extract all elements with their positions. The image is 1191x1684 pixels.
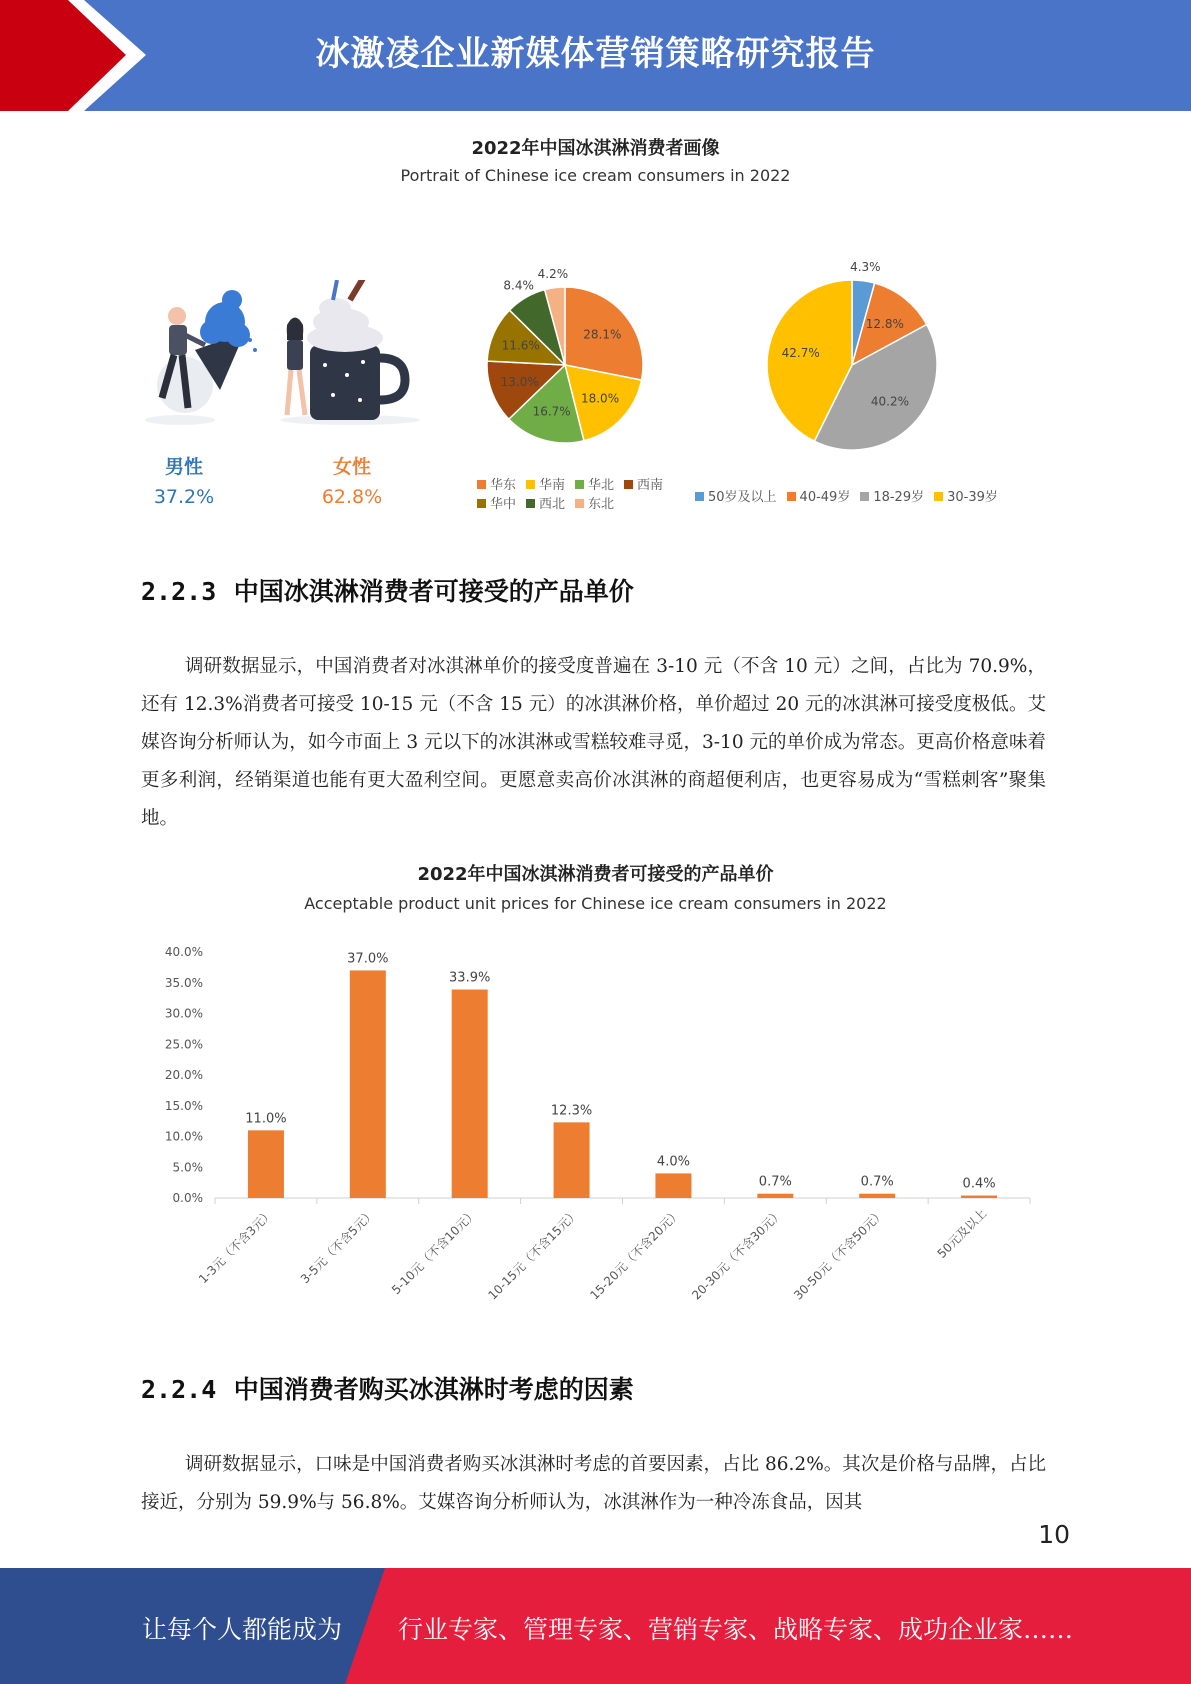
x-category-label: 3-5元（不含5元） bbox=[297, 1206, 378, 1287]
age-legend-item bbox=[787, 486, 851, 505]
y-tick-label: 0.0% bbox=[172, 1191, 203, 1205]
section-title: 中国消费者购买冰淇淋时考虑的因素 bbox=[233, 1375, 634, 1404]
region-legend-swatch bbox=[624, 480, 633, 489]
x-category-label: 10-15元（不含15元） bbox=[485, 1206, 582, 1303]
region-pie-legend bbox=[477, 474, 677, 512]
y-tick-label: 20.0% bbox=[164, 1068, 203, 1082]
female-label: 女性 bbox=[332, 456, 371, 478]
region-legend-item bbox=[477, 493, 516, 512]
age-pie-legend bbox=[695, 486, 1095, 505]
age-legend-item bbox=[860, 486, 924, 505]
bar bbox=[655, 1173, 691, 1198]
section-title: 中国冰淇淋消费者可接受的产品单价 bbox=[233, 577, 634, 606]
bar-value-label: 12.3% bbox=[550, 1103, 593, 1119]
x-category-label: 50元及以上 bbox=[934, 1206, 990, 1261]
figure1-subtitle: Portrait of Chinese ice cream consumers in 2022 bbox=[400, 166, 791, 185]
region-pie-value-label: 18.0% bbox=[580, 391, 620, 406]
page-number: 10 bbox=[1038, 1520, 1070, 1549]
region-legend-label: 西南 bbox=[637, 478, 664, 493]
age-legend-swatch bbox=[860, 492, 869, 501]
region-legend-swatch bbox=[477, 499, 486, 508]
y-tick-label: 40.0% bbox=[164, 945, 203, 959]
y-tick-label: 15.0% bbox=[164, 1098, 203, 1113]
x-category-label: 5-10元（不含10元） bbox=[388, 1206, 480, 1298]
age-pie-value-label: 4.3% bbox=[850, 262, 881, 274]
y-tick-label: 30.0% bbox=[164, 1006, 203, 1021]
y-tick-label: 5.0% bbox=[172, 1160, 203, 1175]
region-legend-label: 华南 bbox=[539, 478, 566, 493]
bar-value-label: 11.0% bbox=[245, 1111, 287, 1127]
region-legend-item bbox=[624, 474, 663, 493]
age-legend-label: 18-29岁 bbox=[873, 490, 925, 505]
region-pie-value-label: 4.2% bbox=[537, 266, 569, 281]
age-legend-label: 50岁及以上 bbox=[708, 490, 777, 505]
bar-value-label: 0.7% bbox=[860, 1174, 894, 1190]
bar-value-label: 37.0% bbox=[347, 951, 389, 967]
region-pie-value-label: 8.4% bbox=[503, 278, 534, 293]
unit-price-bar-chart bbox=[160, 930, 1060, 1320]
age-legend-swatch bbox=[787, 492, 796, 501]
report-title: 冰激凌企业新媒体营销策略研究报告 bbox=[315, 34, 876, 74]
region-legend-item bbox=[526, 474, 565, 493]
region-legend-swatch bbox=[575, 499, 584, 508]
y-tick-label: 10.0% bbox=[164, 1129, 203, 1144]
region-legend-label: 华东 bbox=[490, 478, 517, 493]
region-legend-swatch bbox=[526, 480, 535, 489]
bar-value-label: 0.4% bbox=[962, 1176, 996, 1192]
section-number: 2.2.4 bbox=[141, 1375, 217, 1404]
section-heading-2-2-4 bbox=[141, 1370, 634, 1406]
male-icecream-illustration bbox=[140, 280, 265, 430]
y-tick-label: 25.0% bbox=[164, 1037, 203, 1052]
region-legend-label: 西北 bbox=[539, 497, 566, 512]
section-2-2-3-paragraph: 调研数据显示，中国消费者对冰淇淋单价的接受度普遍在 3-10 元（不含 10 元）之间，占比为 70.9%，还有 12.3%消费者可接受 10-15 元（不含 15 元）的冰淇淋价格，单价超过 20 元的冰淇淋可接受度极低。艾媒咨询分析师认为，如今市面上 3 元以下的冰淇淋或雪糕较难寻觅，3-10 元的单价成为常态。更高价格意味着更多利润，经销渠道也能有更大盈利空间。更愿意卖高价冰淇淋的商超便利店，也更容易成为“雪糕刺客”聚集地。 bbox=[141, 656, 1046, 829]
age-legend-swatch bbox=[934, 492, 943, 501]
bar-value-label: 4.0% bbox=[656, 1154, 690, 1170]
y-tick-label: 35.0% bbox=[164, 975, 203, 990]
age-pie-value-label: 42.7% bbox=[781, 346, 820, 361]
region-pie-value-label: 11.6% bbox=[501, 338, 540, 353]
female-icecream-illustration bbox=[275, 280, 430, 430]
region-pie-value-label: 16.7% bbox=[532, 404, 571, 419]
section-number: 2.2.3 bbox=[141, 577, 217, 606]
region-pie-value-label: 13.0% bbox=[500, 374, 539, 389]
region-pie-value-label: 28.1% bbox=[583, 327, 622, 342]
region-legend-item bbox=[575, 474, 614, 493]
footer-slogan-right: 行业专家、管理专家、营销专家、战略专家、成功企业家…… bbox=[398, 1615, 1074, 1644]
region-pie-chart bbox=[470, 262, 660, 462]
footer-slogan-left: 让每个人都能成为 bbox=[142, 1615, 343, 1644]
page-header bbox=[0, 0, 1191, 111]
age-pie-value-label: 40.2% bbox=[870, 394, 910, 409]
bar bbox=[452, 990, 488, 1198]
region-legend-swatch bbox=[575, 480, 584, 489]
bar-chart-subtitle: Acceptable product unit prices for Chinese ice cream consumers in 2022 bbox=[304, 894, 887, 913]
x-category-label: 1-3元（不含3元） bbox=[195, 1206, 277, 1287]
section-heading-2-2-3 bbox=[141, 572, 634, 608]
region-legend-item bbox=[575, 493, 614, 512]
region-legend-label: 华北 bbox=[588, 478, 615, 493]
bar-chart-title: 2022年中国冰淇淋消费者可接受的产品单价 bbox=[417, 864, 774, 885]
bar bbox=[859, 1194, 895, 1198]
bar-value-label: 0.7% bbox=[758, 1174, 792, 1190]
bar bbox=[757, 1194, 793, 1198]
age-legend-label: 40-49岁 bbox=[799, 490, 851, 505]
region-legend-swatch bbox=[477, 480, 486, 489]
age-legend-label: 30-39岁 bbox=[947, 490, 998, 505]
age-pie-value-label: 12.8% bbox=[865, 316, 904, 331]
male-label: 男性 bbox=[164, 456, 203, 478]
age-pie-chart bbox=[755, 262, 965, 462]
region-legend-item bbox=[477, 474, 516, 493]
bar bbox=[350, 970, 386, 1198]
age-legend-swatch bbox=[695, 492, 704, 501]
bar bbox=[554, 1122, 590, 1198]
x-category-label: 15-20元（不含20元） bbox=[587, 1206, 684, 1303]
x-category-label: 30-50元（不含50元） bbox=[791, 1206, 888, 1303]
region-legend-label: 东北 bbox=[588, 497, 615, 512]
male-percentage: 37.2% bbox=[153, 486, 215, 508]
female-percentage: 62.8% bbox=[321, 486, 383, 508]
age-legend-item bbox=[934, 486, 998, 505]
bar-value-label: 33.9% bbox=[449, 970, 491, 986]
region-legend-swatch bbox=[526, 499, 535, 508]
figure1-title: 2022年中国冰淇淋消费者画像 bbox=[471, 138, 720, 159]
region-legend-item bbox=[526, 493, 565, 512]
age-legend-item bbox=[695, 486, 777, 505]
bar bbox=[961, 1196, 997, 1198]
bar bbox=[248, 1130, 284, 1198]
x-category-label: 20-30元（不含30元） bbox=[689, 1206, 786, 1303]
region-legend-label: 华中 bbox=[490, 497, 517, 512]
section-2-2-4-paragraph: 调研数据显示，口味是中国消费者购买冰淇淋时考虑的首要因素，占比 86.2%。其次是价格与品牌，占比接近，分别为 59.9%与 56.8%。艾媒咨询分析师认为，冰淇淋作为一种冷冻食品，因其 bbox=[141, 1454, 1046, 1513]
